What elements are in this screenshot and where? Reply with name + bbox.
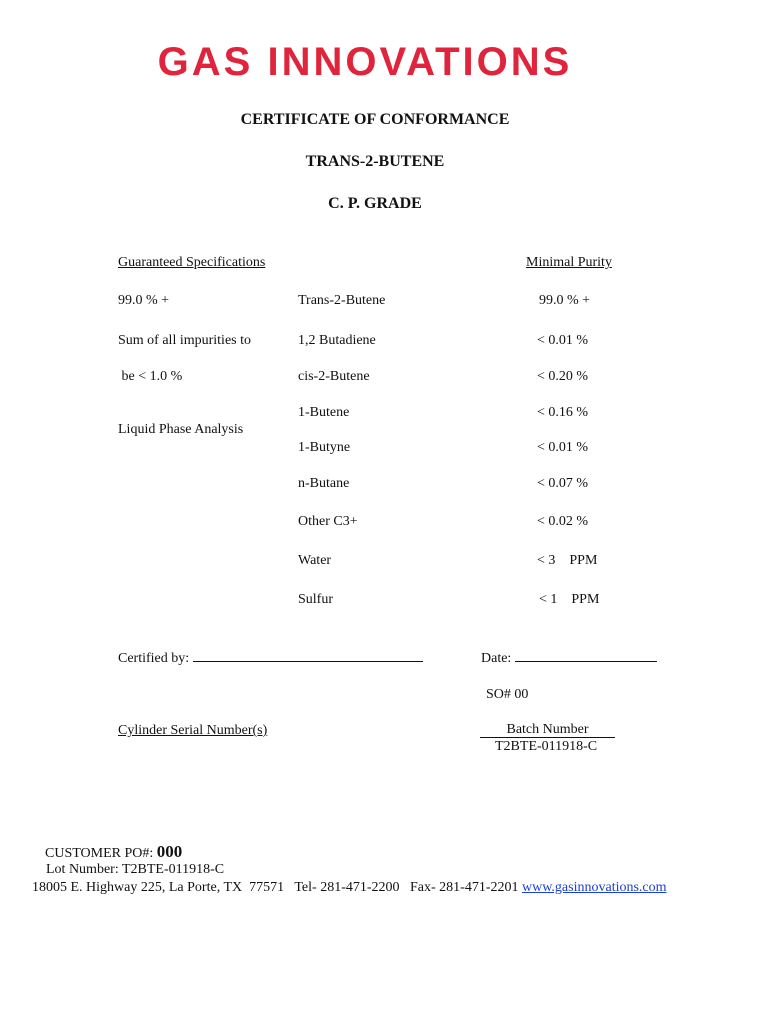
component-value: < 0.07 %: [537, 476, 589, 491]
product-name: TRANS-2-BUTENE: [305, 153, 445, 170]
certified-by: [118, 651, 423, 667]
guaranteed-specifications-heading: Guaranteed Specifications: [118, 255, 266, 270]
lot-number: Lot Number: T2BTE-011918-C: [46, 862, 225, 877]
component-name: 1-Butyne: [298, 440, 351, 455]
component-value: < 3 PPM: [537, 553, 598, 568]
component-name: cis-2-Butene: [298, 369, 370, 384]
date-line[interactable]: [515, 661, 657, 662]
cylinder-serial-label: Cylinder Serial Number(s): [118, 723, 268, 738]
component-value: < 1 PPM: [539, 592, 600, 607]
component-name: Other C3+: [298, 514, 358, 529]
date-label: Date:: [481, 651, 512, 666]
sales-order-number: SO# 00: [486, 687, 529, 702]
component-value: < 0.16 %: [537, 405, 589, 420]
component-name: 1,2 Butadiene: [298, 333, 376, 348]
product-grade: C. P. GRADE: [328, 195, 422, 212]
component-value: < 0.01 %: [537, 333, 589, 348]
component-value: < 0.02 %: [537, 514, 589, 529]
component-value: < 0.01 %: [537, 440, 589, 455]
batch-number-label: Batch Number: [480, 722, 615, 738]
company-address-line: [32, 880, 667, 896]
spec-note: be < 1.0 %: [118, 369, 183, 384]
component-name: 1-Butene: [298, 405, 350, 420]
customer-po-value: 000: [156, 842, 183, 861]
website-link[interactable]: www.gasinnovations.com: [522, 880, 667, 895]
certified-by-signature-line[interactable]: [193, 661, 423, 662]
date-field: [481, 651, 657, 667]
certified-by-label: Certified by:: [118, 651, 190, 666]
company-address: 18005 E. Highway 225, La Porte, TX 77571 Tel- 281-471-2200 Fax- 281-471-2201: [32, 880, 519, 895]
component-name: n-Butane: [298, 476, 350, 491]
customer-po: [45, 842, 182, 862]
document-title: CERTIFICATE OF CONFORMANCE: [240, 111, 510, 128]
company-logo: GAS INNOVATIONS: [157, 40, 573, 84]
spec-note: Sum of all impurities to: [118, 333, 251, 348]
component-name: Trans-2-Butene: [298, 293, 386, 308]
minimal-purity-heading: Minimal Purity: [526, 255, 612, 270]
spec-note: 99.0 % +: [118, 293, 170, 308]
customer-po-label: CUSTOMER PO#:: [45, 846, 154, 861]
component-name: Sulfur: [298, 592, 333, 607]
component-value: < 0.20 %: [537, 369, 589, 384]
component-name: Water: [298, 553, 332, 568]
batch-number-value: T2BTE-011918-C: [495, 739, 598, 754]
component-value: 99.0 % +: [539, 293, 591, 308]
spec-note: Liquid Phase Analysis: [118, 422, 244, 437]
